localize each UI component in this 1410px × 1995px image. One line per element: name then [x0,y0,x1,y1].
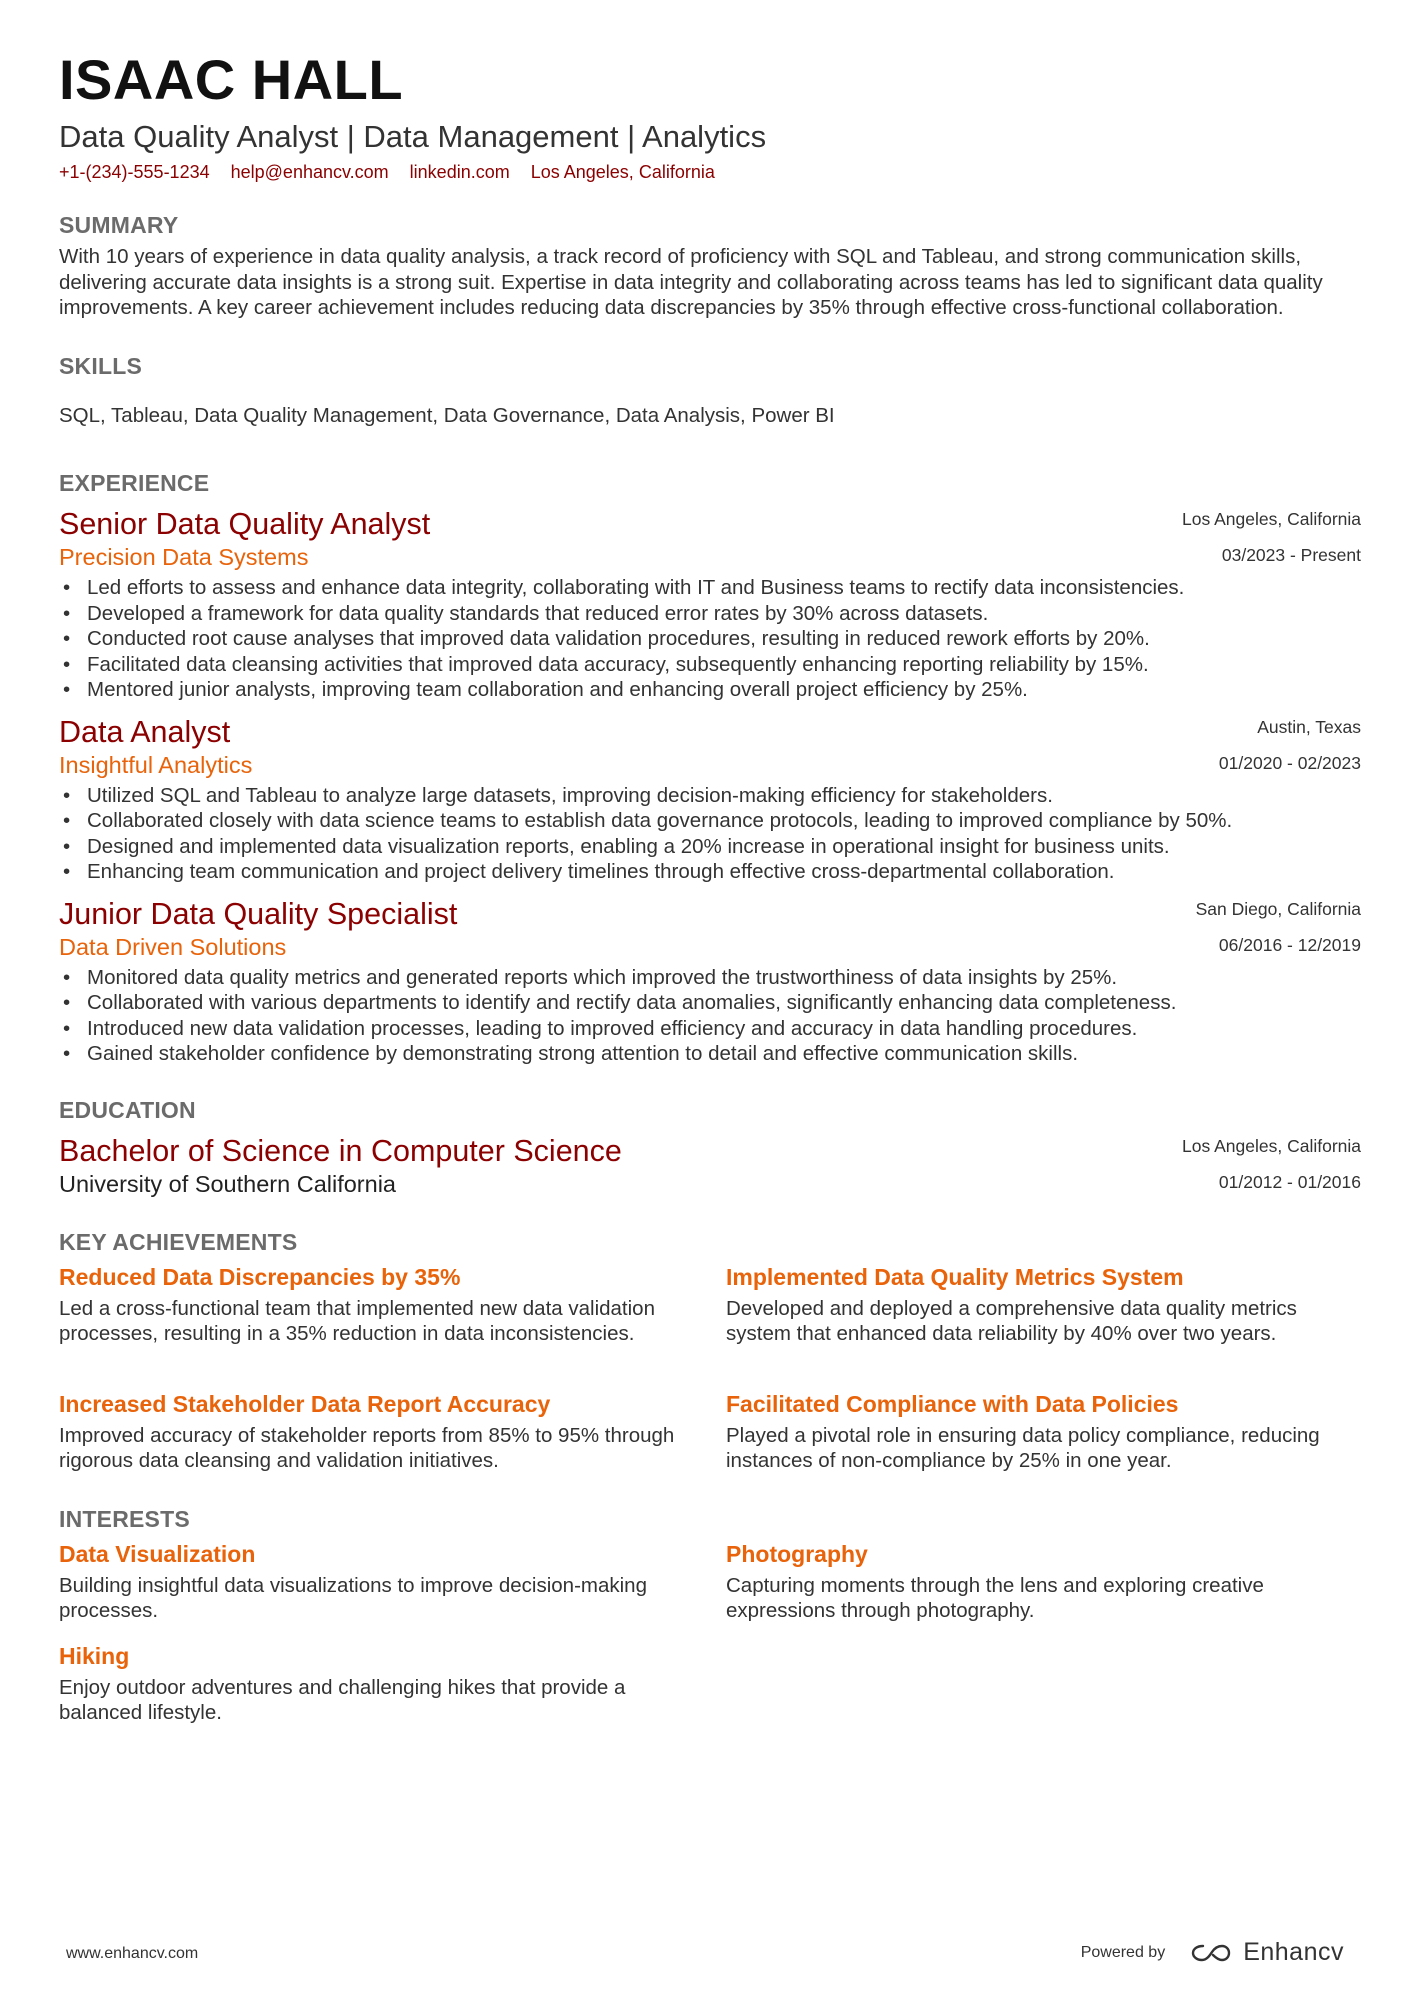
summary-text: With 10 years of experience in data quality analysis, a track record of proficiency with SQL and Tableau, and strong communication skills, delivering accurate data insights is a strong suit. Expertise in data integrity and collaborating across teams has led to significant data quality improvements. A key career achievement includes reducing data discrepancies by 35% through effective cross-functional collaboration. [59,245,1323,319]
achievement-title: Facilitated Compliance with Data Policies [726,1390,1179,1417]
candidate-headline: Data Quality Analyst | Data Management | Analytics [59,119,767,154]
bullet-item: • Designed and implemented data visualization reports, enabling a 20% increase in operational insight for business units. [59,834,1361,860]
bullet-item: • Led efforts to assess and enhance data integrity, collaborating with IT and Business teams to rectify data inconsistencies. [59,575,1361,601]
bullet-item: • Facilitated data cleansing activities that improved data accuracy, subsequently enhancing reporting reliability by 15%. [59,652,1361,678]
summary-section [59,210,1361,321]
enhancv-logo-icon [1189,1941,1233,1965]
achievement-item [726,1262,1346,1347]
education-section [59,1095,1361,1199]
interest-item [59,1641,679,1726]
job-location: San Diego, California [1195,898,1361,919]
skills-text: SQL, Tableau, Data Quality Management, Data Governance, Data Analysis, Power BI [59,403,835,427]
job-company: Data Driven Solutions [59,933,287,960]
powered-by-text: Powered by [1080,1943,1166,1961]
education-meta [1182,1135,1361,1193]
job-dates: 01/2020 - 02/2023 [1218,752,1361,773]
enhancv-brand: Enhancv [1243,1938,1344,1966]
job-role: Data Analyst [59,714,231,749]
skills-heading: SKILLS [59,352,142,379]
job-role: Junior Data Quality Specialist [59,896,458,931]
achievement-title: Reduced Data Discrepancies by 35% [59,1263,461,1290]
job-meta [1219,716,1361,774]
bullet-item: • Introduced new data validation processes, leading to improved efficiency and accuracy in data handling procedures. [59,1016,1361,1042]
bullet-item: • Collaborated with various departments to identify and rectify data anomalies, significantly enhancing data completeness. [59,990,1361,1016]
interest-title: Photography [726,1540,868,1567]
skills-section [59,351,1361,429]
job-meta [1182,508,1361,566]
education-degree: Bachelor of Science in Computer Science [59,1133,622,1168]
footer-website-link[interactable]: www.enhancv.com [66,1945,199,1962]
education-location: Los Angeles, California [1182,1135,1361,1156]
bullet-item: • Monitored data quality metrics and generated reports which improved the trustworthiness of data insights by 25%. [59,965,1361,991]
interest-title: Data Visualization [59,1540,256,1567]
phone-link[interactable]: +1-(234)-555-1234 [59,162,210,182]
location-text: Los Angeles, California [530,162,715,182]
achievements-section [59,1227,1361,1504]
education-dates: 01/2012 - 01/2016 [1218,1171,1361,1192]
job-bullets [59,965,1361,1067]
job-bullets [59,575,1361,703]
job-entry [59,506,1361,703]
summary-heading: SUMMARY [59,212,179,238]
bullet-item: • Conducted root cause analyses that improved data validation procedures, resulting in reduced rework efforts by 20%. [59,626,1361,652]
bullet-item: • Mentored junior analysts, improving team collaboration and enhancing overall project efficiency by 25%. [59,677,1361,703]
candidate-name: ISAAC HALL [59,48,404,111]
achievement-item [59,1262,679,1347]
achievement-item [726,1389,1346,1474]
job-dates: 03/2023 - Present [1221,545,1361,565]
achievement-desc: Played a pivotal role in ensuring data policy compliance, reducing instances of non-compliance by 25% in one year. [726,1423,1320,1472]
footer-branding [1081,1938,1344,1967]
job-company: Insightful Analytics [59,751,253,778]
resume-page [59,44,1361,1759]
achievement-title: Increased Stakeholder Data Report Accuracy [59,1390,551,1417]
achievement-item [59,1389,679,1474]
contact-row [59,160,1361,184]
bullet-item: • Gained stakeholder confidence by demonstrating strong attention to detail and effective communication skills. [59,1041,1361,1067]
education-school: University of Southern California [59,1170,396,1197]
job-entry [59,896,1361,1067]
job-entry [59,714,1361,885]
achievement-desc: Improved accuracy of stakeholder reports from 85% to 95% through rigorous data cleansing and validation initiatives. [59,1423,675,1472]
interest-item [726,1539,1346,1624]
experience-section [59,468,1361,1067]
bullet-item: • Enhancing team communication and project delivery timelines through effective cross-departmental collaboration. [59,859,1361,885]
education-entry [59,1133,1361,1199]
job-company: Precision Data Systems [59,544,309,570]
interest-title: Hiking [59,1642,130,1669]
achievement-title: Implemented Data Quality Metrics System [726,1263,1184,1290]
achievements-grid [59,1262,1361,1504]
bullet-item: • Collaborated closely with data science teams to establish data governance protocols, leading to improved compliance by 50%. [59,808,1361,834]
experience-heading: EXPERIENCE [59,470,210,496]
interest-item [59,1539,679,1624]
interest-desc: Enjoy outdoor adventures and challenging hikes that provide a balanced lifestyle. [59,1675,626,1724]
interests-section [59,1504,1361,1759]
bullet-item: • Utilized SQL and Tableau to analyze large datasets, improving decision-making efficiency for stakeholders. [59,783,1361,809]
achievements-heading: KEY ACHIEVEMENTS [59,1228,298,1255]
interests-grid [59,1539,1361,1759]
interest-desc: Capturing moments through the lens and exploring creative expressions through photography. [726,1573,1264,1622]
interests-heading: INTERESTS [59,1505,190,1532]
job-dates: 06/2016 - 12/2019 [1218,934,1361,955]
achievement-desc: Developed and deployed a comprehensive data quality metrics system that enhanced data reliability by 40% over two years. [726,1296,1297,1345]
job-location: Los Angeles, California [1182,509,1361,529]
email-link[interactable]: help@enhancv.com [230,162,389,182]
bullet-item: • Developed a framework for data quality standards that reduced error rates by 30% across datasets. [59,601,1361,627]
achievement-desc: Led a cross-functional team that implemented new data validation processes, resulting in a 35% reduction in data inconsistencies. [59,1296,655,1345]
education-heading: EDUCATION [59,1096,196,1123]
job-meta [1196,898,1361,956]
job-bullets [59,783,1361,885]
job-role: Senior Data Quality Analyst [59,507,431,541]
job-location: Austin, Texas [1257,716,1361,737]
interest-desc: Building insightful data visualizations to improve decision-making processes. [59,1573,647,1622]
linkedin-link[interactable]: linkedin.com [409,162,510,182]
